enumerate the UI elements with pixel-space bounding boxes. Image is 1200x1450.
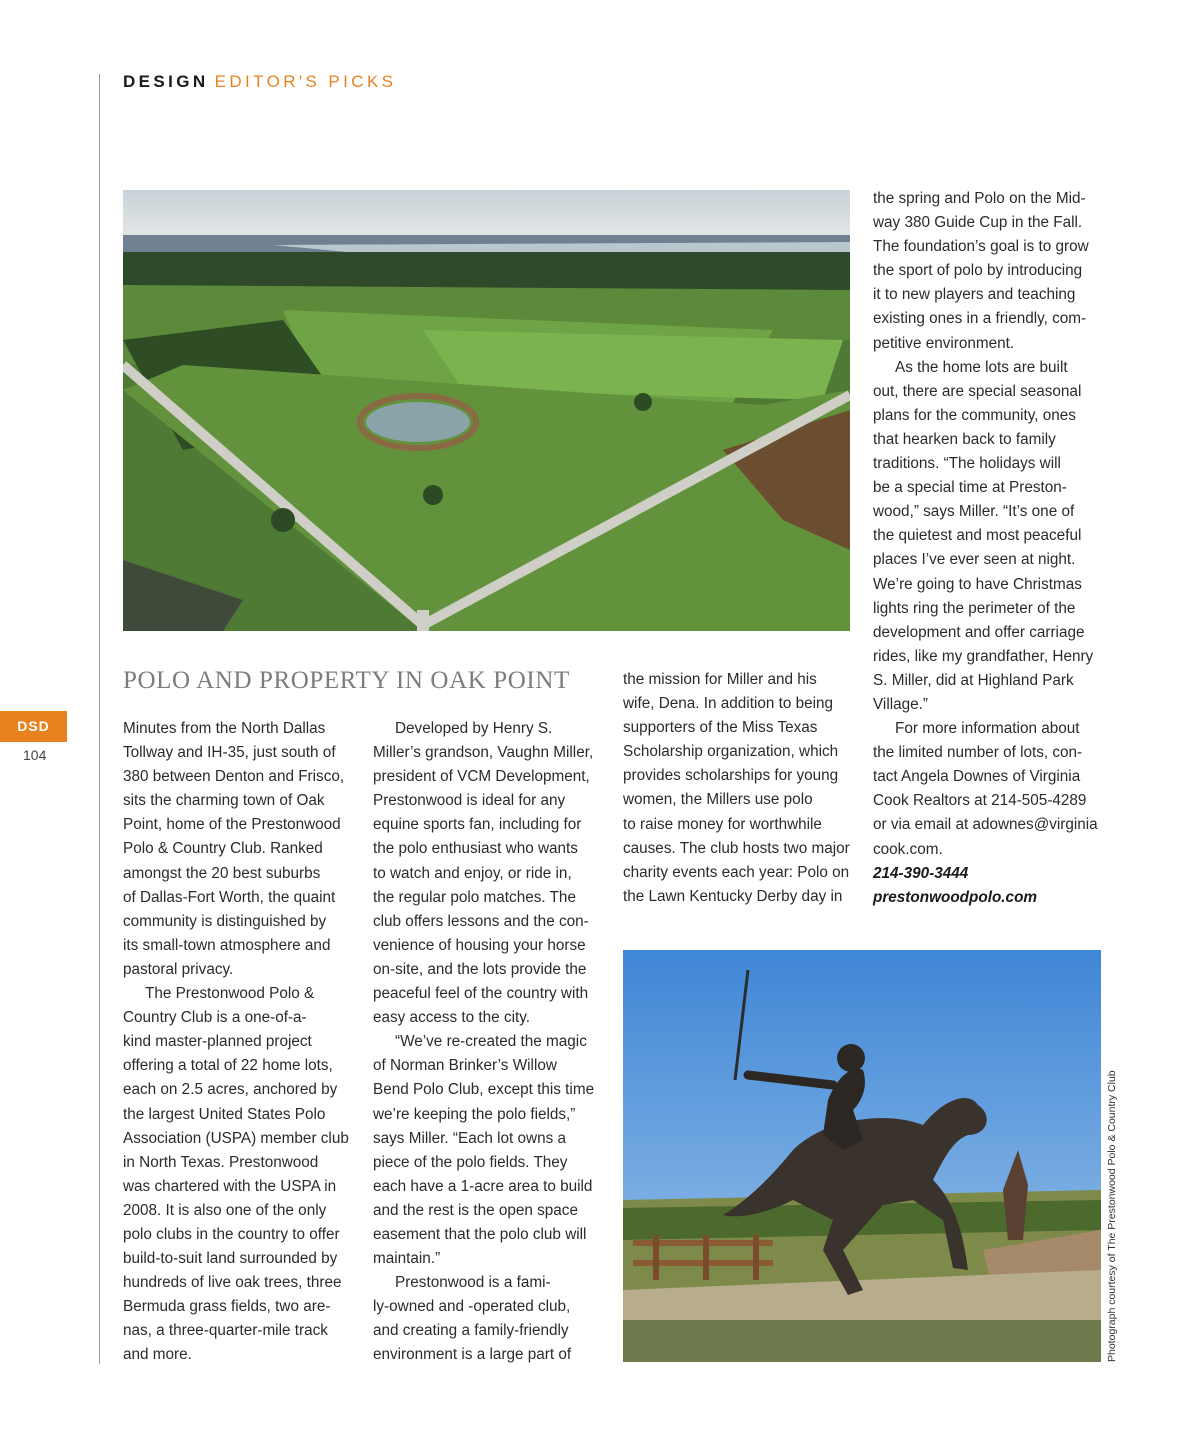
text-line: easement that the polo club will <box>373 1225 587 1243</box>
text-line: its small-town atmosphere and <box>123 936 331 954</box>
text-line: Point, home of the Prestonwood <box>123 816 341 834</box>
text-line: As the home lots are built <box>895 358 1068 376</box>
text-line: and more. <box>123 1346 192 1364</box>
text-line: existing ones in a friendly, com- <box>873 310 1087 328</box>
text-line: that hearken back to family <box>873 430 1056 448</box>
photo-credit: Photograph courtesy of The Prestonwood Polo & Country Club <box>1106 1070 1118 1362</box>
margin-rule <box>99 74 100 1364</box>
text-line: Minutes from the North Dallas <box>123 720 326 737</box>
text-column-2 <box>373 717 594 1368</box>
text-column-1 <box>123 717 349 1368</box>
text-line: the spring and Polo on the Mid- <box>873 190 1086 207</box>
subsection-label: EDITOR'S PICKS <box>214 72 397 91</box>
text-line: supporters of the Miss Texas <box>623 719 818 737</box>
text-line: to watch and enjoy, or ride in, <box>373 864 572 882</box>
text-line: provides scholarships for young <box>623 767 839 785</box>
text-line: out, there are special seasonal <box>873 382 1082 400</box>
text-line: each have a 1-acre area to build <box>373 1177 593 1195</box>
text-line: offering a total of 22 home lots, <box>123 1057 333 1075</box>
text-line: pastoral privacy. <box>123 960 234 978</box>
text-line: it to new players and teaching <box>873 286 1076 304</box>
folio-tab: DSD <box>0 711 67 742</box>
text-line: Miller’s grandson, Vaughn Miller, <box>373 744 594 762</box>
text-line: venience of housing your horse <box>373 936 586 954</box>
text-line: We’re going to have Christmas <box>873 575 1082 593</box>
text-line: equine sports fan, including for <box>373 816 582 834</box>
text-line: Bend Polo Club, except this time <box>373 1081 595 1099</box>
text-line: president of VCM Development, <box>373 768 590 786</box>
text-line: each on 2.5 acres, anchored by <box>123 1081 338 1099</box>
text-line: polo clubs in the country to offer <box>123 1225 340 1243</box>
text-line: be a special time at Preston- <box>873 479 1067 497</box>
text-line: kind master-planned project <box>123 1033 312 1051</box>
text-line: the limited number of lots, con- <box>873 744 1083 762</box>
text-line: development and offer carriage <box>873 623 1085 641</box>
polo-statue-graphic <box>623 950 1101 1362</box>
text-line: The Prestonwood Polo & <box>145 985 315 1003</box>
text-line: For more information about <box>895 720 1080 738</box>
text-line: the largest United States Polo <box>123 1105 326 1123</box>
section-header <box>123 72 396 92</box>
text-line: build-to-suit land surrounded by <box>123 1250 338 1268</box>
aerial-photo-graphic <box>123 190 850 631</box>
polo-statue-photo <box>623 950 1101 1362</box>
text-line: 380 between Denton and Frisco, <box>123 768 345 786</box>
article-headline: POLO AND PROPERTY IN OAK POINT <box>123 667 570 694</box>
text-line: wood,” says Miller. “It’s one of <box>873 503 1075 521</box>
text-line: Developed by Henry S. <box>395 720 553 737</box>
text-line: environment is a large part of <box>373 1346 572 1364</box>
text-line: says Miller. “Each lot owns a <box>373 1129 566 1147</box>
text-line: “We’ve re-created the magic <box>395 1033 587 1051</box>
text-line: the Lawn Kentucky Derby day in <box>623 887 843 905</box>
text-line: amongst the 20 best suburbs <box>123 864 321 882</box>
text-line: charity events each year: Polo on <box>623 863 850 881</box>
text-line: Prestonwood is ideal for any <box>373 792 566 810</box>
text-line: lights ring the perimeter of the <box>873 599 1076 617</box>
text-line: Country Club is a one-of-a- <box>123 1009 307 1027</box>
text-line: Cook Realtors at 214-505-4289 <box>873 792 1087 810</box>
text-line: plans for the community, ones <box>873 406 1076 424</box>
text-line: the regular polo matches. The <box>373 888 576 906</box>
text-line: the polo enthusiast who wants <box>373 840 578 858</box>
text-line: S. Miller, did at Highland Park <box>873 671 1074 689</box>
text-line: sits the charming town of Oak <box>123 792 325 810</box>
text-line: Polo & Country Club. Ranked <box>123 840 323 858</box>
text-line: and creating a family-friendly <box>373 1322 569 1340</box>
text-line: and the rest is the open space <box>373 1201 578 1219</box>
text-line: Association (USPA) member club <box>123 1129 349 1147</box>
text-line: rides, like my grandfather, Henry <box>873 647 1094 665</box>
text-line: Tollway and IH-35, just south of <box>123 744 336 762</box>
text-line: the mission for Miller and his <box>623 671 817 688</box>
section-label: DESIGN <box>123 72 209 91</box>
text-line: Village.” <box>873 695 928 713</box>
text-line: we’re keeping the polo fields,” <box>373 1105 576 1123</box>
text-column-4 <box>873 187 1098 910</box>
text-line: on-site, and the lots provide the <box>373 960 587 978</box>
aerial-photo <box>123 190 850 631</box>
text-line: women, the Millers use polo <box>623 791 813 809</box>
text-line: traditions. “The holidays will <box>873 455 1061 473</box>
text-line: hundreds of live oak trees, three <box>123 1274 342 1292</box>
contact-phone[interactable]: 214-390-3444 <box>873 864 969 882</box>
text-line: club offers lessons and the con- <box>373 912 589 930</box>
text-line: of Norman Brinker’s Willow <box>373 1057 557 1075</box>
text-line: piece of the polo fields. They <box>373 1153 568 1171</box>
text-line: ly-owned and -operated club, <box>373 1298 571 1316</box>
text-line: places I’ve ever seen at night. <box>873 551 1076 569</box>
text-line: Scholarship organization, which <box>623 743 839 761</box>
text-line: way 380 Guide Cup in the Fall. <box>873 214 1083 232</box>
text-line: peaceful feel of the country with <box>373 985 589 1003</box>
text-line: was chartered with the USPA in <box>123 1177 337 1195</box>
text-line: the quietest and most peaceful <box>873 527 1082 545</box>
text-line: 2008. It is also one of the only <box>123 1201 327 1219</box>
text-line: easy access to the city. <box>373 1009 531 1027</box>
text-line: causes. The club hosts two major <box>623 839 850 857</box>
text-line: tact Angela Downes of Virginia <box>873 768 1081 786</box>
text-line: nas, a three-quarter-mile track <box>123 1322 328 1340</box>
text-line: wife, Dena. In addition to being <box>623 695 834 713</box>
contact-website[interactable]: prestonwoodpolo.com <box>873 888 1038 906</box>
text-line: the sport of polo by introducing <box>873 262 1083 280</box>
text-line: Prestonwood is a fami- <box>395 1274 551 1292</box>
text-line: The foundation’s goal is to grow <box>873 238 1089 256</box>
text-line: of Dallas-Fort Worth, the quaint <box>123 888 336 906</box>
text-line: maintain.” <box>373 1250 441 1268</box>
text-line: cook.com. <box>873 840 943 858</box>
text-column-3 <box>623 668 850 909</box>
page-number: 104 <box>23 747 47 763</box>
text-line: to raise money for worthwhile <box>623 815 822 833</box>
text-line: Bermuda grass fields, two are- <box>123 1298 331 1316</box>
text-line: in North Texas. Prestonwood <box>123 1153 319 1171</box>
text-line: community is distinguished by <box>123 912 327 930</box>
text-line: or via email at adownes@virginia <box>873 816 1098 834</box>
text-line: petitive environment. <box>873 334 1015 352</box>
